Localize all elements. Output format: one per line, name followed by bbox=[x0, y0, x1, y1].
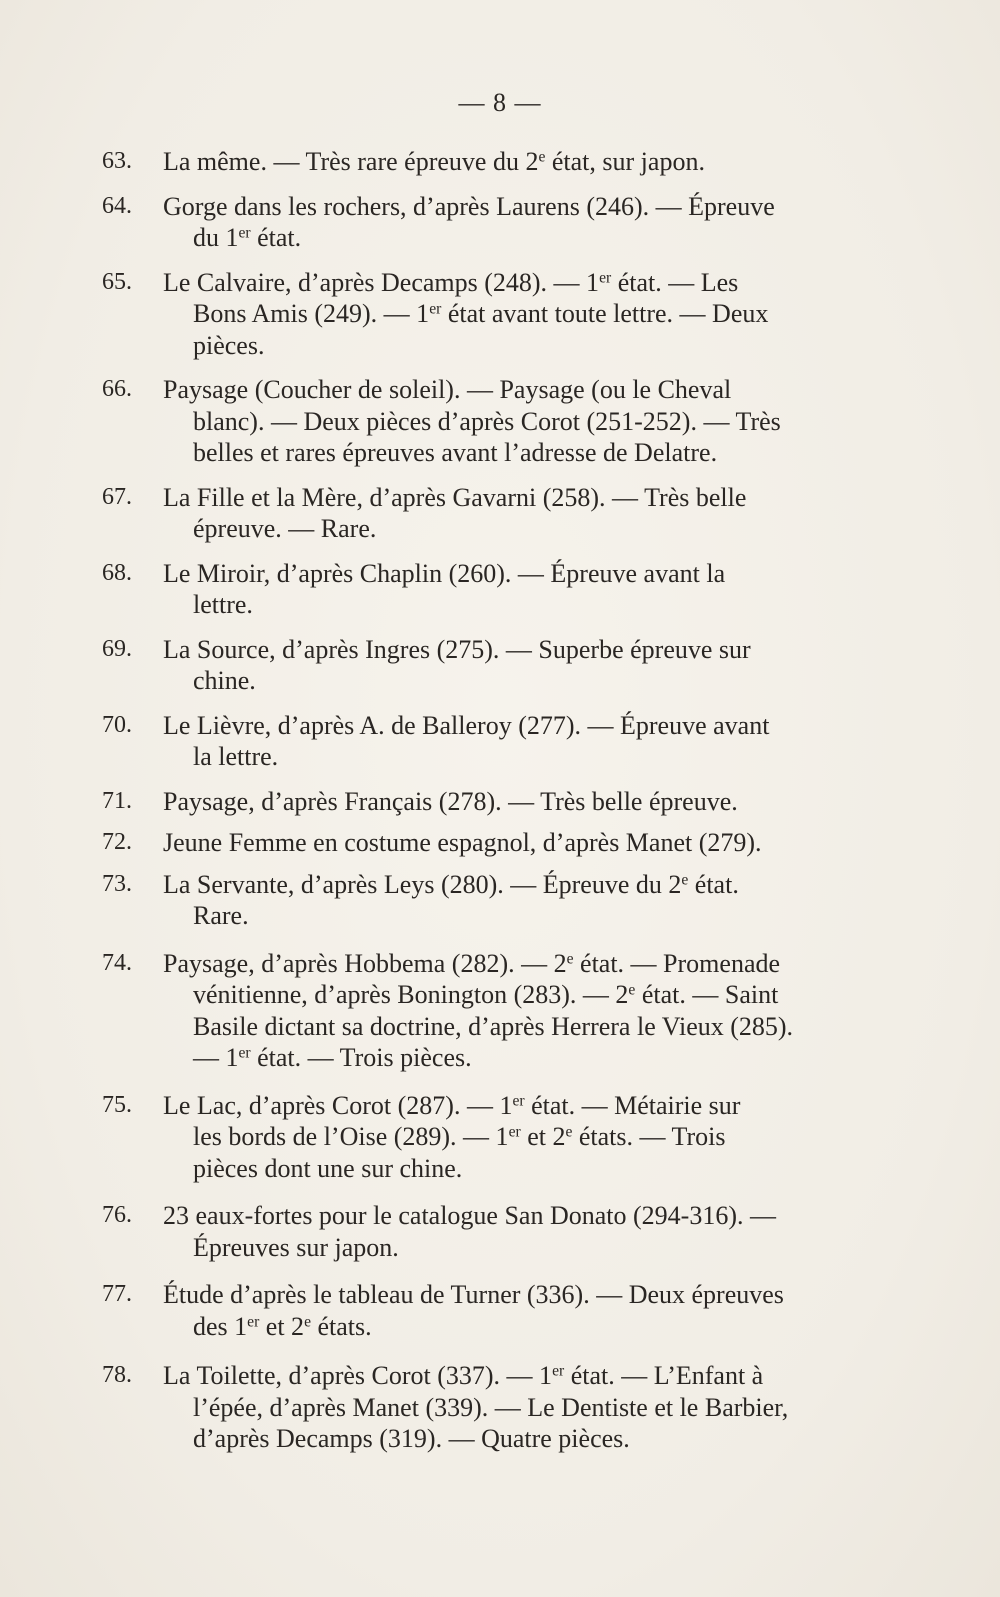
entry-number: 65. bbox=[102, 268, 132, 295]
entry-number: 75. bbox=[102, 1091, 132, 1118]
catalogue-entry bbox=[0, 267, 893, 362]
catalogue-entry bbox=[0, 869, 893, 932]
entry-number: 77. bbox=[102, 1281, 132, 1307]
entry-text-line: belles et rares épreuves avant l’adresse de Delatre. bbox=[193, 438, 718, 467]
entry-text-line: du 1er état. bbox=[193, 223, 302, 252]
entry-text-line: épreuve. — Rare. bbox=[193, 514, 377, 543]
entry-number: 68. bbox=[102, 559, 132, 586]
entry-text-line: pièces. bbox=[193, 330, 265, 360]
entry-text-line: 23 eaux-fortes pour le catalogue San Donato (294-316). — bbox=[163, 1201, 776, 1230]
entry-text-line: Le Miroir, d’après Chaplin (260). — Épreuve avant la bbox=[163, 558, 726, 588]
entry-text-line: — 1er état. — Trois pièces. bbox=[193, 1043, 472, 1072]
entry-number: 66. bbox=[102, 376, 132, 402]
entry-text-line: Paysage, d’après Hobbema (282). — 2e état. — Promenade bbox=[163, 948, 781, 978]
entry-text-line: blanc). — Deux pièces d’après Corot (251-252). — Très bbox=[193, 406, 781, 436]
entry-text-line: Bons Amis (249). — 1er état avant toute lettre. — Deux bbox=[193, 299, 769, 328]
catalogue-entries bbox=[0, 146, 1000, 1455]
catalogue-entry bbox=[0, 948, 893, 1074]
catalogue-entry bbox=[0, 1279, 893, 1342]
entry-text-line: Gorge dans les rochers, d’après Laurens (246). — Épreuve bbox=[163, 191, 775, 221]
entry-text-line: La même. — Très rare épreuve du 2e état, sur japon. bbox=[163, 147, 705, 176]
entry-text-line: Paysage, d’après Français (278). — Très belle épreuve. bbox=[163, 786, 738, 816]
entry-text-line: La Fille et la Mère, d’après Gavarni (258). — Très belle bbox=[163, 482, 747, 512]
catalogue-entry bbox=[0, 482, 893, 545]
entry-text-line: Le Calvaire, d’après Decamps (248). — 1er état. — Les bbox=[163, 267, 739, 297]
catalogue-entry bbox=[0, 1360, 893, 1455]
entry-number: 67. bbox=[102, 483, 132, 510]
entry-text-line: chine. bbox=[193, 666, 256, 695]
catalogue-entry bbox=[0, 146, 893, 178]
entry-number: 72. bbox=[102, 829, 132, 855]
entry-text-line: les bords de l’Oise (289). — 1er et 2e états. — Trois bbox=[193, 1122, 726, 1151]
page-number: — 8 — bbox=[458, 88, 542, 117]
entry-number: 69. bbox=[102, 635, 132, 662]
entry-number: 74. bbox=[102, 949, 132, 976]
entry-number: 71. bbox=[102, 787, 132, 814]
entry-text-line: Étude d’après le tableau de Turner (336). — Deux épreuves bbox=[163, 1280, 784, 1309]
catalogue-entry bbox=[0, 374, 893, 469]
entry-text-line: d’après Decamps (319). — Quatre pièces. bbox=[193, 1424, 630, 1453]
entry-text-line: Le Lièvre, d’après A. de Balleroy (277). — Épreuve avant bbox=[163, 710, 770, 740]
entry-text-line: vénitienne, d’après Bonington (283). — 2e état. — Saint bbox=[193, 980, 779, 1009]
entry-text-line: Paysage (Coucher de soleil). — Paysage (ou le Cheval bbox=[163, 375, 732, 404]
catalogue-entry bbox=[0, 558, 893, 621]
entry-text-line: La Source, d’après Ingres (275). — Superbe épreuve sur bbox=[163, 634, 751, 664]
entry-number: 73. bbox=[102, 870, 132, 897]
entry-text-line: pièces dont une sur chine. bbox=[193, 1153, 463, 1183]
entry-text-line: La Servante, d’après Leys (280). — Épreuve du 2e état. bbox=[163, 869, 739, 899]
entry-number: 78. bbox=[102, 1362, 132, 1388]
entry-text-line: Jeune Femme en costume espagnol, d’après Manet (279). bbox=[163, 828, 762, 857]
catalogue-entry bbox=[0, 191, 893, 254]
catalogue-entry bbox=[0, 827, 893, 859]
catalogue-entry bbox=[0, 786, 893, 818]
entry-text-line: des 1er et 2e états. bbox=[193, 1311, 372, 1341]
entry-text-line: La Toilette, d’après Corot (337). — 1er état. — L’Enfant à bbox=[163, 1361, 764, 1390]
entry-text-line: Épreuves sur japon. bbox=[193, 1232, 399, 1262]
entry-number: 64. bbox=[102, 192, 132, 219]
catalogue-entry bbox=[0, 1200, 893, 1263]
entry-number: 70. bbox=[102, 711, 132, 738]
entry-number: 63. bbox=[102, 148, 132, 174]
entry-text-line: Basile dictant sa doctrine, d’après Herrera le Vieux (285). bbox=[193, 1011, 794, 1041]
entry-text-line: Rare. bbox=[193, 901, 249, 930]
entry-text-line: l’épée, d’après Manet (339). — Le Dentiste et le Barbier, bbox=[193, 1392, 789, 1422]
catalogue-entry bbox=[0, 710, 893, 773]
entry-text-line: lettre. bbox=[193, 590, 253, 619]
entry-number: 76. bbox=[102, 1202, 132, 1228]
catalogue-entry bbox=[0, 1090, 893, 1185]
entry-text-line: Le Lac, d’après Corot (287). — 1er état. — Métairie sur bbox=[163, 1090, 741, 1120]
catalogue-entry bbox=[0, 634, 893, 697]
entry-text-line: la lettre. bbox=[193, 742, 279, 771]
